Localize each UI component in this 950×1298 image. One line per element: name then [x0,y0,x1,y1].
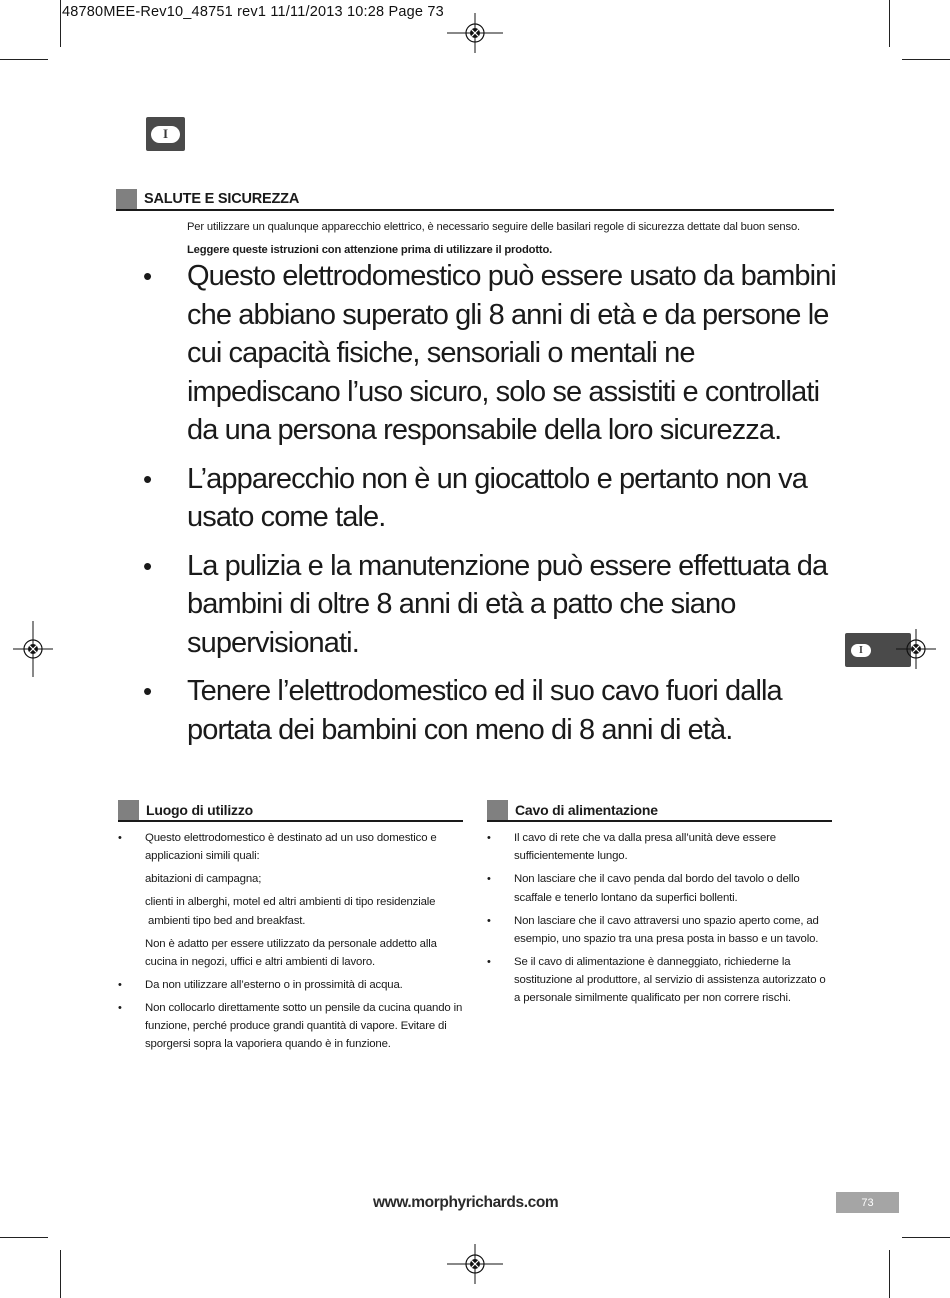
bullet-glyph: • [143,463,152,494]
crop-mark [0,1237,48,1238]
bullet-glyph: • [118,1001,122,1014]
list-item [487,912,832,949]
list-item-text: Non lasciare che il cavo attraversi uno spazio aperto come, ad esempio, uno spazio tra una presa posta in basso e un tavolo. [514,914,819,945]
list-item-text: Se il cavo di alimentazione è danneggiato, richiederne la sostituzione al produttore, al servizio di assistenza autorizzato o a personale similmente qualificato per non correre rischi. [514,955,826,1005]
language-badge [146,117,185,151]
list-item-text: La pulizia e la manutenzione può essere effettuata da bambini di oltre 8 anni di età a patto che siano supervisionati. [187,549,828,659]
list-item-text: Da non utilizzare all’esterno o in prossimità di acqua. [145,978,403,991]
intro-bold-text: Leggere queste istruzioni con attenzione prima di utilizzare il prodotto. [187,244,553,256]
bullet-glyph: • [143,261,152,291]
registration-mark-icon [896,629,936,669]
bullet-glyph: • [487,914,491,927]
intro-text: Per utilizzare un qualunque apparecchio elettrico, è necessario seguire delle basilari regole di sicurezza dettate dal buon senso. [187,221,800,233]
list-item-text: Non collocarlo direttamente sotto un pensile da cucina quando in funzione, perché produce grandi quantità di vapore. Evitare di sporgersi sopra la vaporiera quando è in funzione. [145,1001,463,1051]
list-item [118,829,465,971]
section-marker [487,800,508,820]
list-item [487,953,832,1008]
crop-mark [889,0,890,47]
language-badge-label: I [151,126,180,143]
language-tab-label: I [851,644,871,657]
registration-mark-icon [447,13,503,53]
crop-mark [60,0,61,47]
section-marker [116,189,137,209]
list-item-text: Questo elettrodomestico è destinato ad un uso domestico e applicazioni simili quali: [145,832,437,863]
bullet-glyph: • [487,955,491,968]
list-item-text: Tenere l’elettrodomestico ed il suo cavo fuori dalla portata dei bambini con meno di 8 anni di età. [187,675,782,746]
power-cord-list [487,829,832,1012]
list-item [143,460,837,537]
list-subitem-text: clienti in alberghi, motel ed altri ambienti di tipo residenziale [145,896,436,909]
section-header-location [118,800,463,822]
print-header: 48780MEE-Rev10_48751 rev1 11/11/2013 10:28 Page 73 [62,4,444,20]
list-item [143,672,837,749]
section-title: Luogo di utilizzo [146,802,254,818]
crop-mark [889,1250,890,1298]
list-item-text: L’apparecchio non è un giocattolo e pertanto non va usato come tale. [187,462,807,533]
footer-url: www.morphyrichards.com [373,1194,559,1211]
section-title: SALUTE E SICUREZZA [144,191,300,207]
crop-mark [0,59,48,60]
list-subitem [145,893,465,930]
list-item-text: Il cavo di rete che va dalla presa all’unità deve essere sufficientemente lungo. [514,832,776,863]
list-item [143,257,837,450]
section-header-power-cord [487,800,832,822]
bullet-glyph: • [143,676,152,706]
location-list [118,829,465,1058]
crop-mark [902,1237,950,1238]
list-item [118,999,465,1054]
crop-mark [60,1250,61,1298]
section-marker [118,800,139,820]
bullet-glyph: • [143,550,152,581]
crop-mark [902,59,950,60]
section-header-safety [116,189,834,211]
section-title: Cavo di alimentazione [515,802,658,818]
list-subitem: abitazioni di campagna; [145,873,262,886]
registration-mark-icon [13,621,53,677]
bullet-glyph: • [487,832,491,844]
list-subitem: Non è adatto per essere utilizzato da personale addetto alla cucina in negozi, uffici e altri ambienti di lavoro. [145,937,437,968]
page-number: 73 [836,1192,899,1213]
list-item [487,870,832,907]
bullet-glyph: • [118,978,122,991]
list-item-text: Questo elettrodomestico può essere usato da bambini che abbiano superato gli 8 anni di età e da persone le cui capacità fisiche, sensoriali o mentali ne impediscano l’uso sicuro, solo se assistiti e controllati da una persona responsabile della loro sicurezza. [187,260,836,446]
list-item [487,829,832,866]
list-item [143,547,837,663]
safety-bullet-list [143,257,837,759]
registration-mark-icon [447,1244,503,1284]
bullet-glyph: • [487,873,491,886]
list-item [118,976,465,994]
list-subitem-text: ambienti tipo bed and breakfast. [148,914,306,927]
list-item-text: Non lasciare che il cavo penda dal bordo del tavolo o dello scaffale e tenerlo lontano da superfici bollenti. [514,873,800,904]
bullet-glyph: • [118,832,122,844]
